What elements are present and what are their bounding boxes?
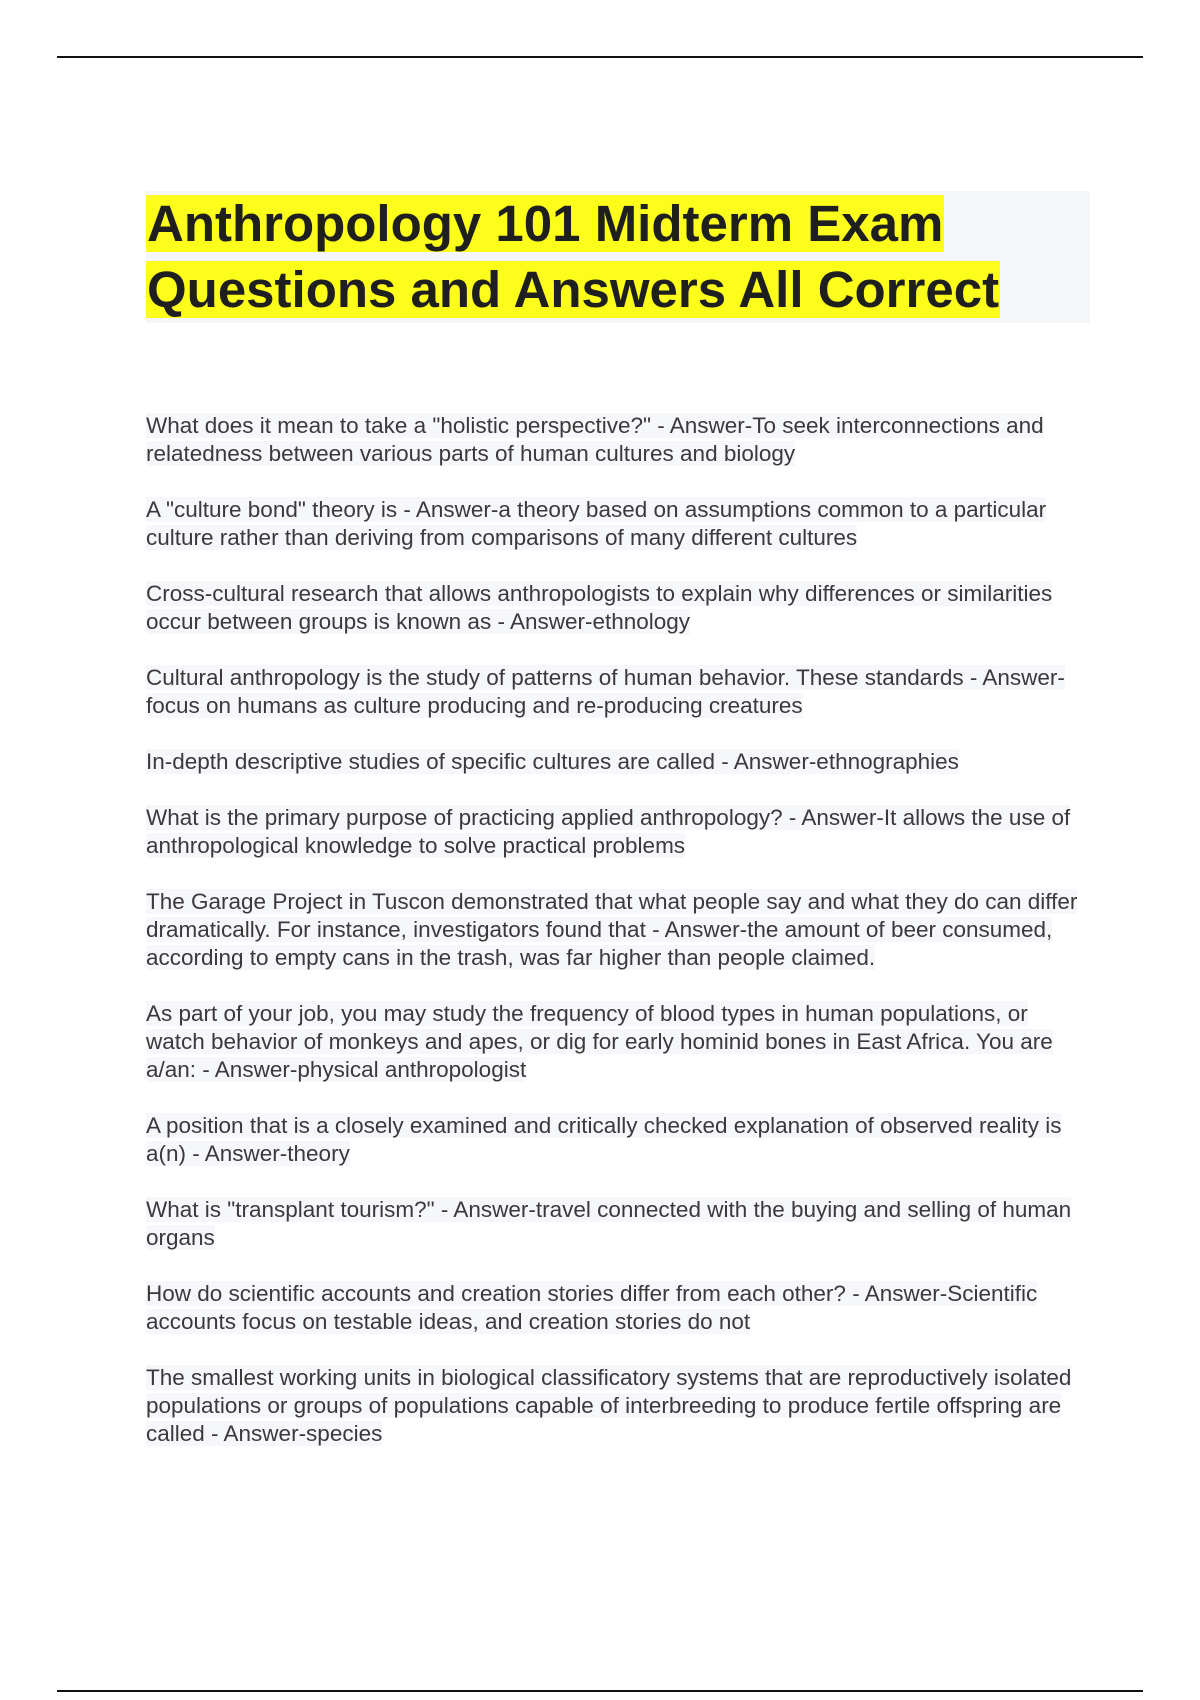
top-rule	[57, 56, 1143, 58]
bottom-rule	[57, 1690, 1143, 1692]
qa-text: Cross-cultural research that allows anthropologists to explain why differences or similarities occur between groups is known as - Answer-ethnology	[146, 581, 1053, 634]
qa-item	[146, 1196, 1086, 1252]
title-line-1: Anthropology 101 Midterm Exam	[147, 195, 944, 252]
qa-item	[146, 1280, 1086, 1336]
qa-text: Cultural anthropology is the study of patterns of human behavior. These standards - Answer-focus on humans as culture producing and re-producing creatures	[146, 665, 1065, 718]
qa-item	[146, 888, 1086, 972]
qa-item	[146, 496, 1086, 552]
qa-item	[146, 580, 1086, 636]
qa-item	[146, 412, 1086, 468]
qa-item	[146, 1000, 1086, 1084]
qa-text: What does it mean to take a "holistic perspective?" - Answer-To seek interconnections and relatedness between various parts of human cultures and biology	[146, 413, 1044, 466]
qa-text: The Garage Project in Tuscon demonstrated that what people say and what they do can differ dramatically. For instance, investigators found that - Answer-the amount of beer consumed, according to empty cans in the trash, was far higher than people claimed.	[146, 889, 1078, 970]
qa-text: What is the primary purpose of practicing applied anthropology? - Answer-It allows the use of anthropological knowledge to solve practical problems	[146, 805, 1071, 858]
qa-item	[146, 1364, 1086, 1448]
qa-text: How do scientific accounts and creation stories differ from each other? - Answer-Scientific accounts focus on testable ideas, and creation stories do not	[146, 1281, 1038, 1334]
title-block	[146, 191, 1090, 323]
qa-item	[146, 748, 1086, 776]
qa-text: A position that is a closely examined and critically checked explanation of observed reality is a(n) - Answer-theory	[146, 1113, 1062, 1166]
qa-text: A "culture bond" theory is - Answer-a theory based on assumptions common to a particular culture rather than deriving from comparisons of many different cultures	[146, 497, 1047, 550]
qa-item	[146, 1112, 1086, 1168]
qa-text: As part of your job, you may study the frequency of blood types in human populations, or watch behavior of monkeys and apes, or dig for early hominid bones in East Africa. You are a/an: - Answer-physical anthropologist	[146, 1001, 1053, 1082]
qa-item	[146, 664, 1086, 720]
qa-text: In-depth descriptive studies of specific cultures are called - Answer-ethnographies	[146, 749, 959, 774]
qa-list	[146, 412, 1086, 1476]
document-title	[146, 191, 1090, 323]
title-line-2: Questions and Answers All Correct	[147, 261, 1000, 318]
qa-item	[146, 804, 1086, 860]
qa-text: The smallest working units in biological classificatory systems that are reproductively isolated populations or groups of populations capable of interbreeding to produce fertile offspring are called - Answer-species	[146, 1365, 1072, 1446]
qa-text: What is "transplant tourism?" - Answer-travel connected with the buying and selling of human organs	[146, 1197, 1072, 1250]
